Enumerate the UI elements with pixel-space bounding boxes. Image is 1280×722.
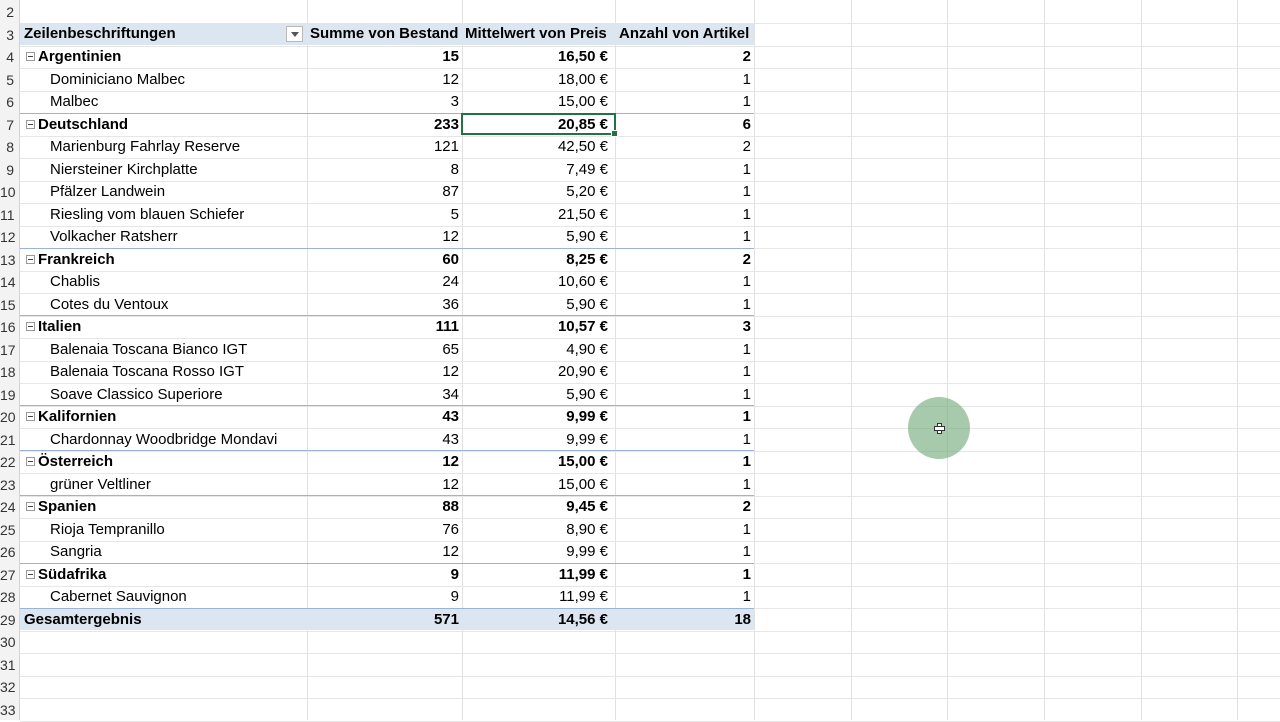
sum-stock-cell[interactable]: 88: [442, 498, 459, 515]
pivot-group-row[interactable]: [20, 564, 754, 586]
cell-cursor-icon: [934, 423, 945, 434]
avg-price-cell[interactable]: 11,99 €: [559, 588, 608, 605]
avg-price-cell[interactable]: 7,49 €: [566, 160, 608, 178]
avg-price-cell[interactable]: 9,99 €: [566, 430, 608, 448]
avg-price-cell[interactable]: 11,99 €: [558, 565, 608, 583]
row-gridline: [20, 676, 1280, 677]
count-items-cell[interactable]: 1: [742, 408, 751, 425]
sum-stock-cell[interactable]: 8: [450, 160, 459, 178]
sum-stock-cell[interactable]: 15: [442, 48, 459, 65]
row-number[interactable]: 4: [6, 49, 14, 65]
sum-stock-cell[interactable]: 65: [442, 340, 459, 358]
count-items-cell[interactable]: 1: [742, 228, 751, 245]
row-label[interactable]: Marienburg Fahrlay Reserve: [50, 138, 241, 155]
sum-stock-cell[interactable]: 233: [433, 115, 459, 133]
row-number[interactable]: 29: [0, 611, 16, 628]
row-label[interactable]: grüner Veltliner: [50, 475, 151, 493]
pivot-group-row[interactable]: [20, 114, 754, 136]
row-number[interactable]: 6: [6, 94, 14, 110]
pivot-item-row[interactable]: [20, 226, 754, 248]
row-label[interactable]: Pfälzer Landwein: [50, 183, 166, 200]
avg-price-cell[interactable]: 15,00 €: [557, 93, 608, 110]
row-label[interactable]: Österreich: [38, 453, 114, 470]
pivot-item-row[interactable]: [20, 519, 754, 541]
row-label[interactable]: Balenaia Toscana Bianco IGT: [50, 340, 248, 358]
row-number[interactable]: 10: [0, 184, 16, 200]
avg-price-cell[interactable]: 8,25 €: [566, 250, 608, 268]
avg-price-cell[interactable]: 15,00 €: [557, 475, 608, 493]
row-number[interactable]: 20: [0, 409, 16, 425]
row-label[interactable]: Südafrika: [38, 565, 107, 583]
count-items-cell[interactable]: 1: [742, 520, 751, 538]
pivot-item-row[interactable]: [20, 294, 754, 316]
avg-price-cell[interactable]: 5,20 €: [566, 183, 608, 200]
avg-price-cell[interactable]: 15,00 €: [557, 453, 608, 470]
count-items-cell[interactable]: 1: [742, 205, 751, 223]
collapse-icon[interactable]: [26, 120, 35, 129]
row-number[interactable]: 30: [0, 634, 16, 650]
sum-stock-cell[interactable]: 43: [442, 430, 459, 448]
count-items-cell[interactable]: 1: [742, 385, 751, 403]
total-avg[interactable]: 14,56 €: [557, 611, 608, 628]
row-label[interactable]: Argentinien: [38, 48, 122, 65]
pivot-item-row[interactable]: [20, 474, 754, 496]
avg-price-cell[interactable]: 42,50 €: [557, 138, 608, 155]
row-number[interactable]: 5: [6, 71, 14, 88]
avg-price-cell[interactable]: 9,99 €: [566, 408, 608, 425]
pivot-item-row[interactable]: [20, 181, 754, 203]
collapse-icon[interactable]: [26, 322, 35, 331]
filter-dropdown-icon[interactable]: [286, 26, 303, 42]
count-items-cell[interactable]: 1: [742, 70, 751, 88]
pivot-item-row[interactable]: [20, 159, 754, 181]
avg-price-cell[interactable]: 8,90 €: [566, 520, 608, 538]
avg-price-cell[interactable]: 10,57 €: [557, 318, 608, 335]
collapse-icon[interactable]: [26, 52, 35, 61]
count-items-cell[interactable]: 1: [742, 475, 751, 493]
count-items-cell[interactable]: 1: [742, 363, 751, 380]
pivot-item-row[interactable]: [20, 429, 754, 451]
count-items-cell[interactable]: 1: [742, 295, 751, 313]
avg-price-cell[interactable]: 20,85 €: [557, 115, 608, 133]
row-number[interactable]: 23: [0, 476, 16, 493]
collapse-icon[interactable]: [26, 457, 35, 466]
row-number[interactable]: 24: [0, 499, 16, 515]
sum-stock-cell[interactable]: 121: [433, 138, 459, 155]
sum-stock-cell[interactable]: 43: [442, 408, 459, 425]
count-items-cell[interactable]: 1: [742, 565, 751, 583]
row-number[interactable]: 19: [0, 386, 16, 403]
avg-price-cell[interactable]: 5,90 €: [566, 295, 608, 313]
sum-stock-cell[interactable]: 9: [450, 565, 459, 583]
row-label[interactable]: Riesling vom blauen Schiefer: [50, 205, 245, 223]
pivot-item-row[interactable]: [20, 541, 754, 563]
avg-price-cell[interactable]: 10,60 €: [557, 273, 608, 290]
pivot-header-row: [20, 23, 754, 45]
pivot-group-row[interactable]: [20, 316, 754, 338]
sum-stock-cell[interactable]: 12: [442, 453, 459, 470]
sum-stock-cell[interactable]: 60: [442, 250, 459, 268]
count-items-cell[interactable]: 2: [742, 48, 751, 65]
row-label[interactable]: Rioja Tempranillo: [50, 520, 165, 538]
pivot-group-row[interactable]: [20, 249, 754, 271]
sum-stock-header[interactable]: Summe von Bestand: [310, 25, 459, 42]
row-header-column[interactable]: [0, 0, 20, 720]
count-items-header[interactable]: Anzahl von Artikel: [619, 25, 750, 42]
row-number[interactable]: 18: [0, 364, 16, 380]
count-items-cell[interactable]: 1: [742, 453, 751, 470]
count-items-cell[interactable]: 1: [742, 588, 751, 605]
row-label[interactable]: Cabernet Sauvignon: [50, 588, 187, 605]
pivot-item-row[interactable]: [20, 339, 754, 361]
row-number[interactable]: 16: [0, 319, 16, 335]
sum-stock-cell[interactable]: 3: [450, 93, 459, 110]
count-items-cell[interactable]: 2: [742, 498, 751, 515]
row-number[interactable]: 31: [0, 656, 16, 673]
pivot-item-row[interactable]: [20, 69, 754, 91]
row-gridline: [20, 721, 1280, 722]
sum-stock-cell[interactable]: 111: [435, 318, 459, 335]
count-items-cell[interactable]: 1: [742, 543, 751, 560]
total-sum[interactable]: 571: [433, 611, 459, 628]
row-number[interactable]: 11: [0, 206, 15, 223]
pivot-item-row[interactable]: [20, 361, 754, 383]
avg-price-header[interactable]: Mittelwert von Preis: [465, 25, 607, 42]
row-label[interactable]: Chardonnay Woodbridge Mondavi: [50, 430, 278, 448]
total-count[interactable]: 18: [734, 611, 751, 628]
row-label[interactable]: Sangria: [50, 543, 102, 560]
sum-stock-cell[interactable]: 12: [442, 70, 459, 88]
pivot-item-row[interactable]: [20, 91, 754, 113]
row-number[interactable]: 22: [0, 454, 16, 470]
avg-price-cell[interactable]: 4,90 €: [566, 340, 608, 358]
row-number[interactable]: 26: [0, 544, 16, 560]
sum-stock-cell[interactable]: 12: [442, 228, 459, 245]
sum-stock-cell[interactable]: 24: [442, 273, 459, 290]
collapse-icon[interactable]: [26, 570, 35, 579]
sum-stock-cell[interactable]: 36: [442, 295, 459, 313]
pivot-group-row[interactable]: [20, 451, 754, 473]
sum-stock-cell[interactable]: 9: [450, 588, 459, 605]
avg-price-cell[interactable]: 9,45 €: [566, 498, 608, 515]
collapse-icon[interactable]: [26, 502, 35, 511]
row-label[interactable]: Italien: [38, 318, 82, 335]
pivot-item-row[interactable]: [20, 136, 754, 158]
count-items-cell[interactable]: 1: [742, 273, 751, 290]
row-label[interactable]: Cotes du Ventoux: [50, 295, 169, 313]
pivot-total-row[interactable]: [20, 608, 754, 630]
row-number[interactable]: 9: [6, 161, 14, 178]
count-items-cell[interactable]: 1: [742, 93, 751, 110]
row-gridline: [20, 653, 1280, 654]
avg-price-cell[interactable]: 20,90 €: [557, 363, 608, 380]
row-number[interactable]: 21: [0, 431, 16, 448]
row-label[interactable]: Kalifornien: [38, 408, 117, 425]
row-number[interactable]: 3: [6, 26, 14, 43]
sum-stock-cell[interactable]: 87: [442, 183, 459, 200]
row-number[interactable]: 25: [0, 521, 16, 538]
row-number[interactable]: 17: [0, 341, 16, 358]
collapse-icon[interactable]: [26, 255, 35, 264]
row-number[interactable]: 12: [0, 229, 16, 245]
collapse-icon[interactable]: [26, 412, 35, 421]
row-label[interactable]: Frankreich: [38, 250, 115, 268]
row-label[interactable]: Dominiciano Malbec: [50, 70, 186, 88]
row-number[interactable]: 7: [6, 116, 14, 133]
pivot-item-row[interactable]: [20, 271, 754, 293]
row-label[interactable]: Niersteiner Kirchplatte: [50, 160, 198, 178]
pivot-item-row[interactable]: [20, 384, 754, 406]
active-cell-selection[interactable]: [461, 113, 616, 135]
row-number[interactable]: 27: [0, 566, 16, 583]
total-label[interactable]: Gesamtergebnis: [24, 611, 142, 628]
count-items-cell[interactable]: 1: [742, 183, 751, 200]
count-items-cell[interactable]: 1: [742, 340, 751, 358]
pivot-group-row[interactable]: [20, 406, 754, 428]
row-label[interactable]: Balenaia Toscana Rosso IGT: [50, 363, 244, 380]
avg-price-cell[interactable]: 5,90 €: [566, 228, 608, 245]
pivot-item-row[interactable]: [20, 586, 754, 608]
row-number[interactable]: 32: [0, 679, 16, 695]
avg-price-cell[interactable]: 16,50 €: [557, 48, 608, 65]
row-label[interactable]: Spanien: [38, 498, 97, 515]
row-number[interactable]: 33: [0, 701, 16, 718]
row-label[interactable]: Volkacher Ratsherr: [50, 228, 178, 245]
row-number[interactable]: 15: [0, 296, 16, 313]
row-number[interactable]: 14: [0, 274, 16, 290]
avg-price-cell[interactable]: 18,00 €: [557, 70, 608, 88]
count-items-cell[interactable]: 6: [742, 115, 751, 133]
row-label[interactable]: Malbec: [50, 93, 99, 110]
avg-price-cell[interactable]: 9,99 €: [566, 543, 608, 560]
count-items-cell[interactable]: 2: [742, 138, 751, 155]
pivot-item-row[interactable]: [20, 204, 754, 226]
sum-stock-cell[interactable]: 5: [450, 205, 459, 223]
row-number[interactable]: 8: [6, 139, 14, 155]
row-label[interactable]: Deutschland: [38, 115, 129, 133]
avg-price-cell[interactable]: 5,90 €: [566, 385, 608, 403]
pivot-group-row[interactable]: [20, 496, 754, 518]
count-items-cell[interactable]: 3: [742, 318, 751, 335]
sum-stock-cell[interactable]: 12: [442, 475, 459, 493]
sum-stock-cell[interactable]: 34: [442, 385, 459, 403]
row-number[interactable]: 28: [0, 589, 16, 605]
sum-stock-cell[interactable]: 12: [442, 363, 459, 380]
count-items-cell[interactable]: 2: [742, 250, 751, 268]
sum-stock-cell[interactable]: 76: [442, 520, 459, 538]
row-gridline: [20, 698, 1280, 699]
row-label[interactable]: Soave Classico Superiore: [50, 385, 223, 403]
sum-stock-cell[interactable]: 12: [442, 543, 459, 560]
avg-price-cell[interactable]: 21,50 €: [557, 205, 608, 223]
count-items-cell[interactable]: 1: [742, 430, 751, 448]
fill-handle[interactable]: [611, 130, 618, 137]
row-labels-header[interactable]: Zeilenbeschriftungen: [24, 25, 176, 42]
count-items-cell[interactable]: 1: [742, 160, 751, 178]
row-number[interactable]: 2: [6, 4, 14, 20]
row-number[interactable]: 13: [0, 251, 16, 268]
pivot-group-row[interactable]: [20, 46, 754, 68]
row-label[interactable]: Chablis: [50, 273, 101, 290]
